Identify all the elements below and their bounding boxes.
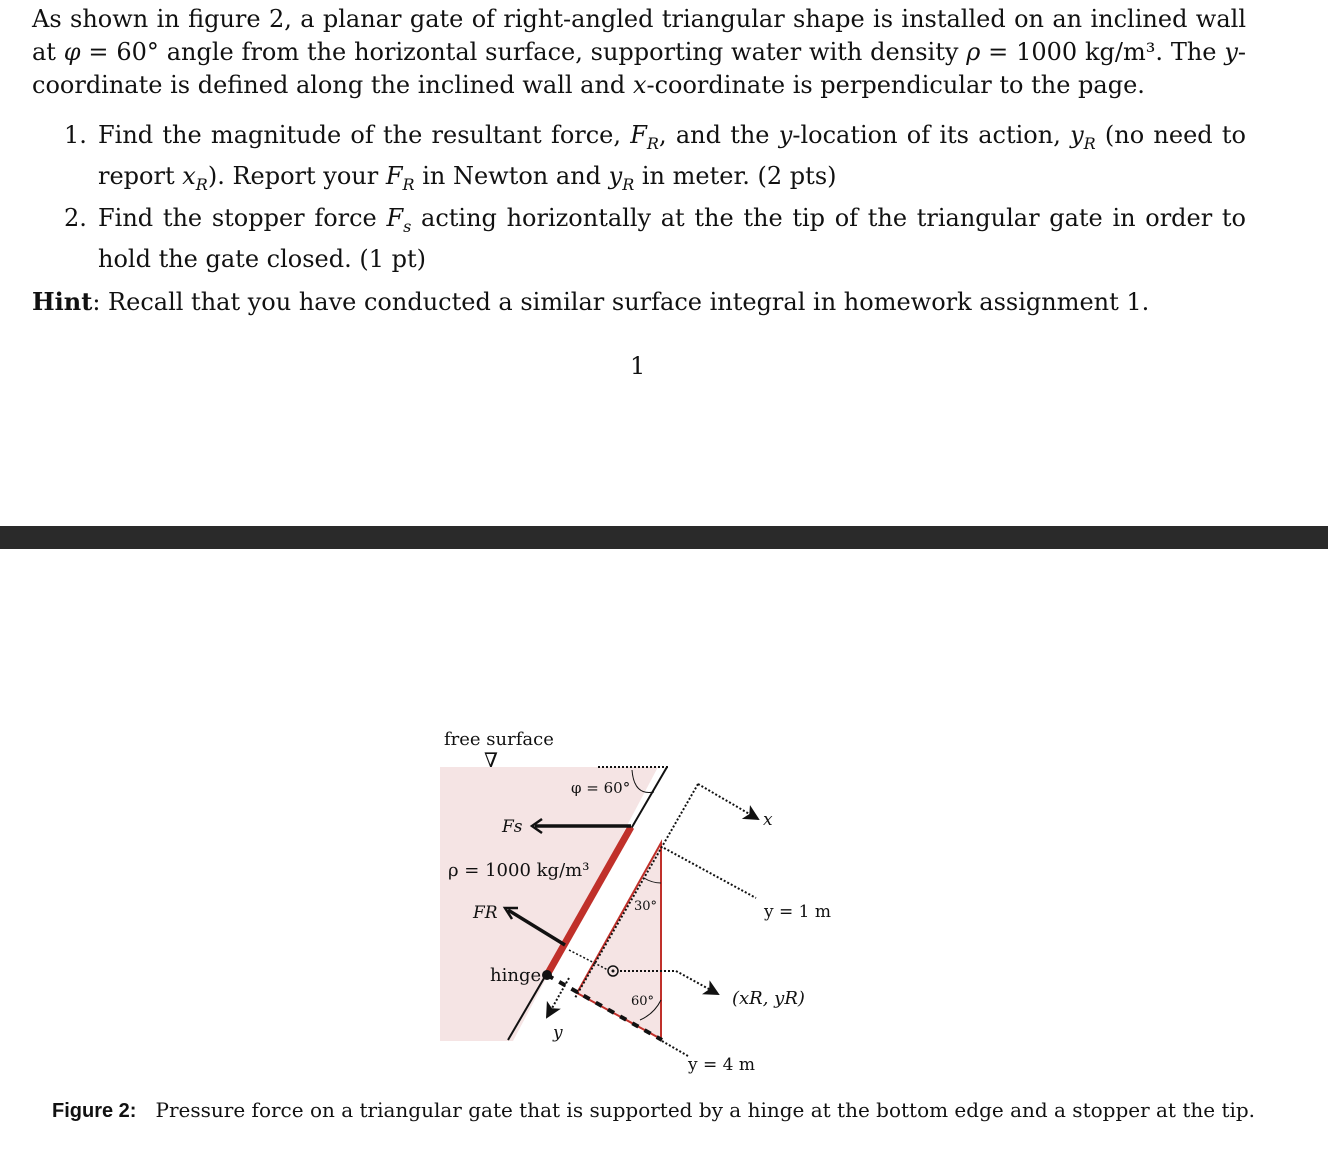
xr-symbol — [182, 161, 208, 194]
item1-text-b: , and the — [658, 121, 779, 149]
statement-part-5: -coordinate is perpendicular to the page. — [646, 71, 1145, 99]
yr-symbol — [1070, 121, 1096, 153]
xr-subscript: R — [195, 174, 208, 194]
phi-value: 60° — [116, 38, 159, 66]
fs-subscript: s — [403, 216, 412, 236]
item-text-2 — [98, 202, 1246, 276]
y-symbol-item1: y — [778, 121, 793, 149]
rho-symbol: ρ — [966, 38, 981, 66]
item1-text-d: (no need to report — [98, 121, 1246, 190]
fs-label: Fs — [502, 817, 523, 837]
question-item-1 — [64, 119, 1246, 201]
y1-leader-line — [664, 848, 756, 898]
angle-30-label: 30° — [634, 899, 658, 914]
x-axis-label: x — [763, 810, 773, 830]
yr-letter: y — [1070, 121, 1084, 149]
fr-subscript-2: R — [402, 174, 415, 194]
fr-subscript: R — [646, 133, 659, 153]
fr-letter: F — [630, 121, 647, 149]
yr-symbol-2 — [608, 161, 635, 194]
hinge-label: hinge — [490, 965, 542, 986]
statement-part-2: angle from the horizontal surface, supporting water with density — [158, 38, 967, 66]
item2-text-b: acting horizontally at the the tip of the triangular gate in order to hold the gate closed. (1 pt) — [98, 204, 1246, 273]
item-number-1: 1. — [64, 121, 87, 149]
free-surface-symbol: ∇ — [484, 748, 498, 772]
angle-60-label: 60° — [631, 994, 655, 1009]
y4-label: y = 4 m — [688, 1055, 755, 1075]
hint — [32, 285, 1149, 319]
xr-letter: x — [182, 161, 196, 190]
centroid-label — [732, 988, 805, 1009]
item1-text-f: in Newton and — [414, 161, 609, 190]
density-label: ρ = 1000 kg/m³ — [448, 860, 590, 881]
item2-text-a: Find the stopper force — [98, 204, 387, 232]
item-text-1 — [98, 119, 1246, 201]
centroid-dot — [612, 970, 615, 973]
centroid-label-text: (xR, yR) — [732, 988, 805, 1009]
statement-part-3: . The — [1155, 38, 1225, 66]
fr-symbol — [630, 121, 659, 153]
figure-caption — [52, 1097, 1292, 1124]
x-axis-line — [698, 784, 758, 819]
free-surface-label: free surface — [444, 729, 554, 750]
y4-leader-line — [662, 1041, 688, 1056]
phi-label: φ = 60° — [571, 779, 631, 797]
item1-text-e: ). Report your — [207, 161, 386, 190]
fr-label: FR — [473, 903, 498, 923]
equals-sign-2: = — [980, 38, 1017, 66]
phi-symbol: φ — [63, 38, 81, 66]
fs-symbol — [386, 204, 412, 236]
question-item-2 — [64, 202, 1246, 276]
y-symbol: y — [1224, 38, 1238, 66]
fr-letter-2: F — [385, 161, 403, 190]
page-divider — [0, 526, 1328, 549]
hint-text: : Recall that you have conducted a similar surface integral in homework assignment 1. — [92, 288, 1150, 316]
caption-label: Figure 2: — [52, 1100, 137, 1122]
yr-letter-2: y — [608, 161, 623, 190]
equals-sign: = — [80, 38, 117, 66]
fs-letter: F — [386, 204, 404, 232]
statement-part-1: As shown in figure 2, a planar gate of right-angled triangular shape is installed on an inclined wall at — [32, 5, 1246, 66]
rho-value: 1000 kg/m³ — [1016, 38, 1156, 66]
y-axis-label: y — [553, 1023, 563, 1043]
page-number: 1 — [630, 352, 646, 380]
x-symbol: x — [632, 71, 647, 99]
item1-text-a: Find the magnitude of the resultant force, — [98, 121, 631, 149]
hint-label: Hint — [32, 287, 93, 316]
statement-part-4: -coordinate is defined along the inclined wall and — [32, 38, 1247, 99]
gate-figure — [0, 560, 1328, 1090]
problem-statement — [32, 3, 1246, 102]
item1-text-g: in meter. (2 pts) — [634, 161, 837, 190]
y1-label: y = 1 m — [764, 902, 831, 922]
item1-text-c: -location of its action, — [792, 121, 1071, 149]
centroid-leader-arrow — [676, 971, 718, 994]
caption-text: Pressure force on a triangular gate that is supported by a hinge at the bottom edge and a stopper at the tip. — [155, 1098, 1256, 1122]
fr-symbol-2 — [385, 161, 415, 194]
yr-subscript-2: R — [622, 174, 635, 194]
yr-subscript: R — [1083, 133, 1096, 153]
item-number-2: 2. — [64, 204, 87, 232]
